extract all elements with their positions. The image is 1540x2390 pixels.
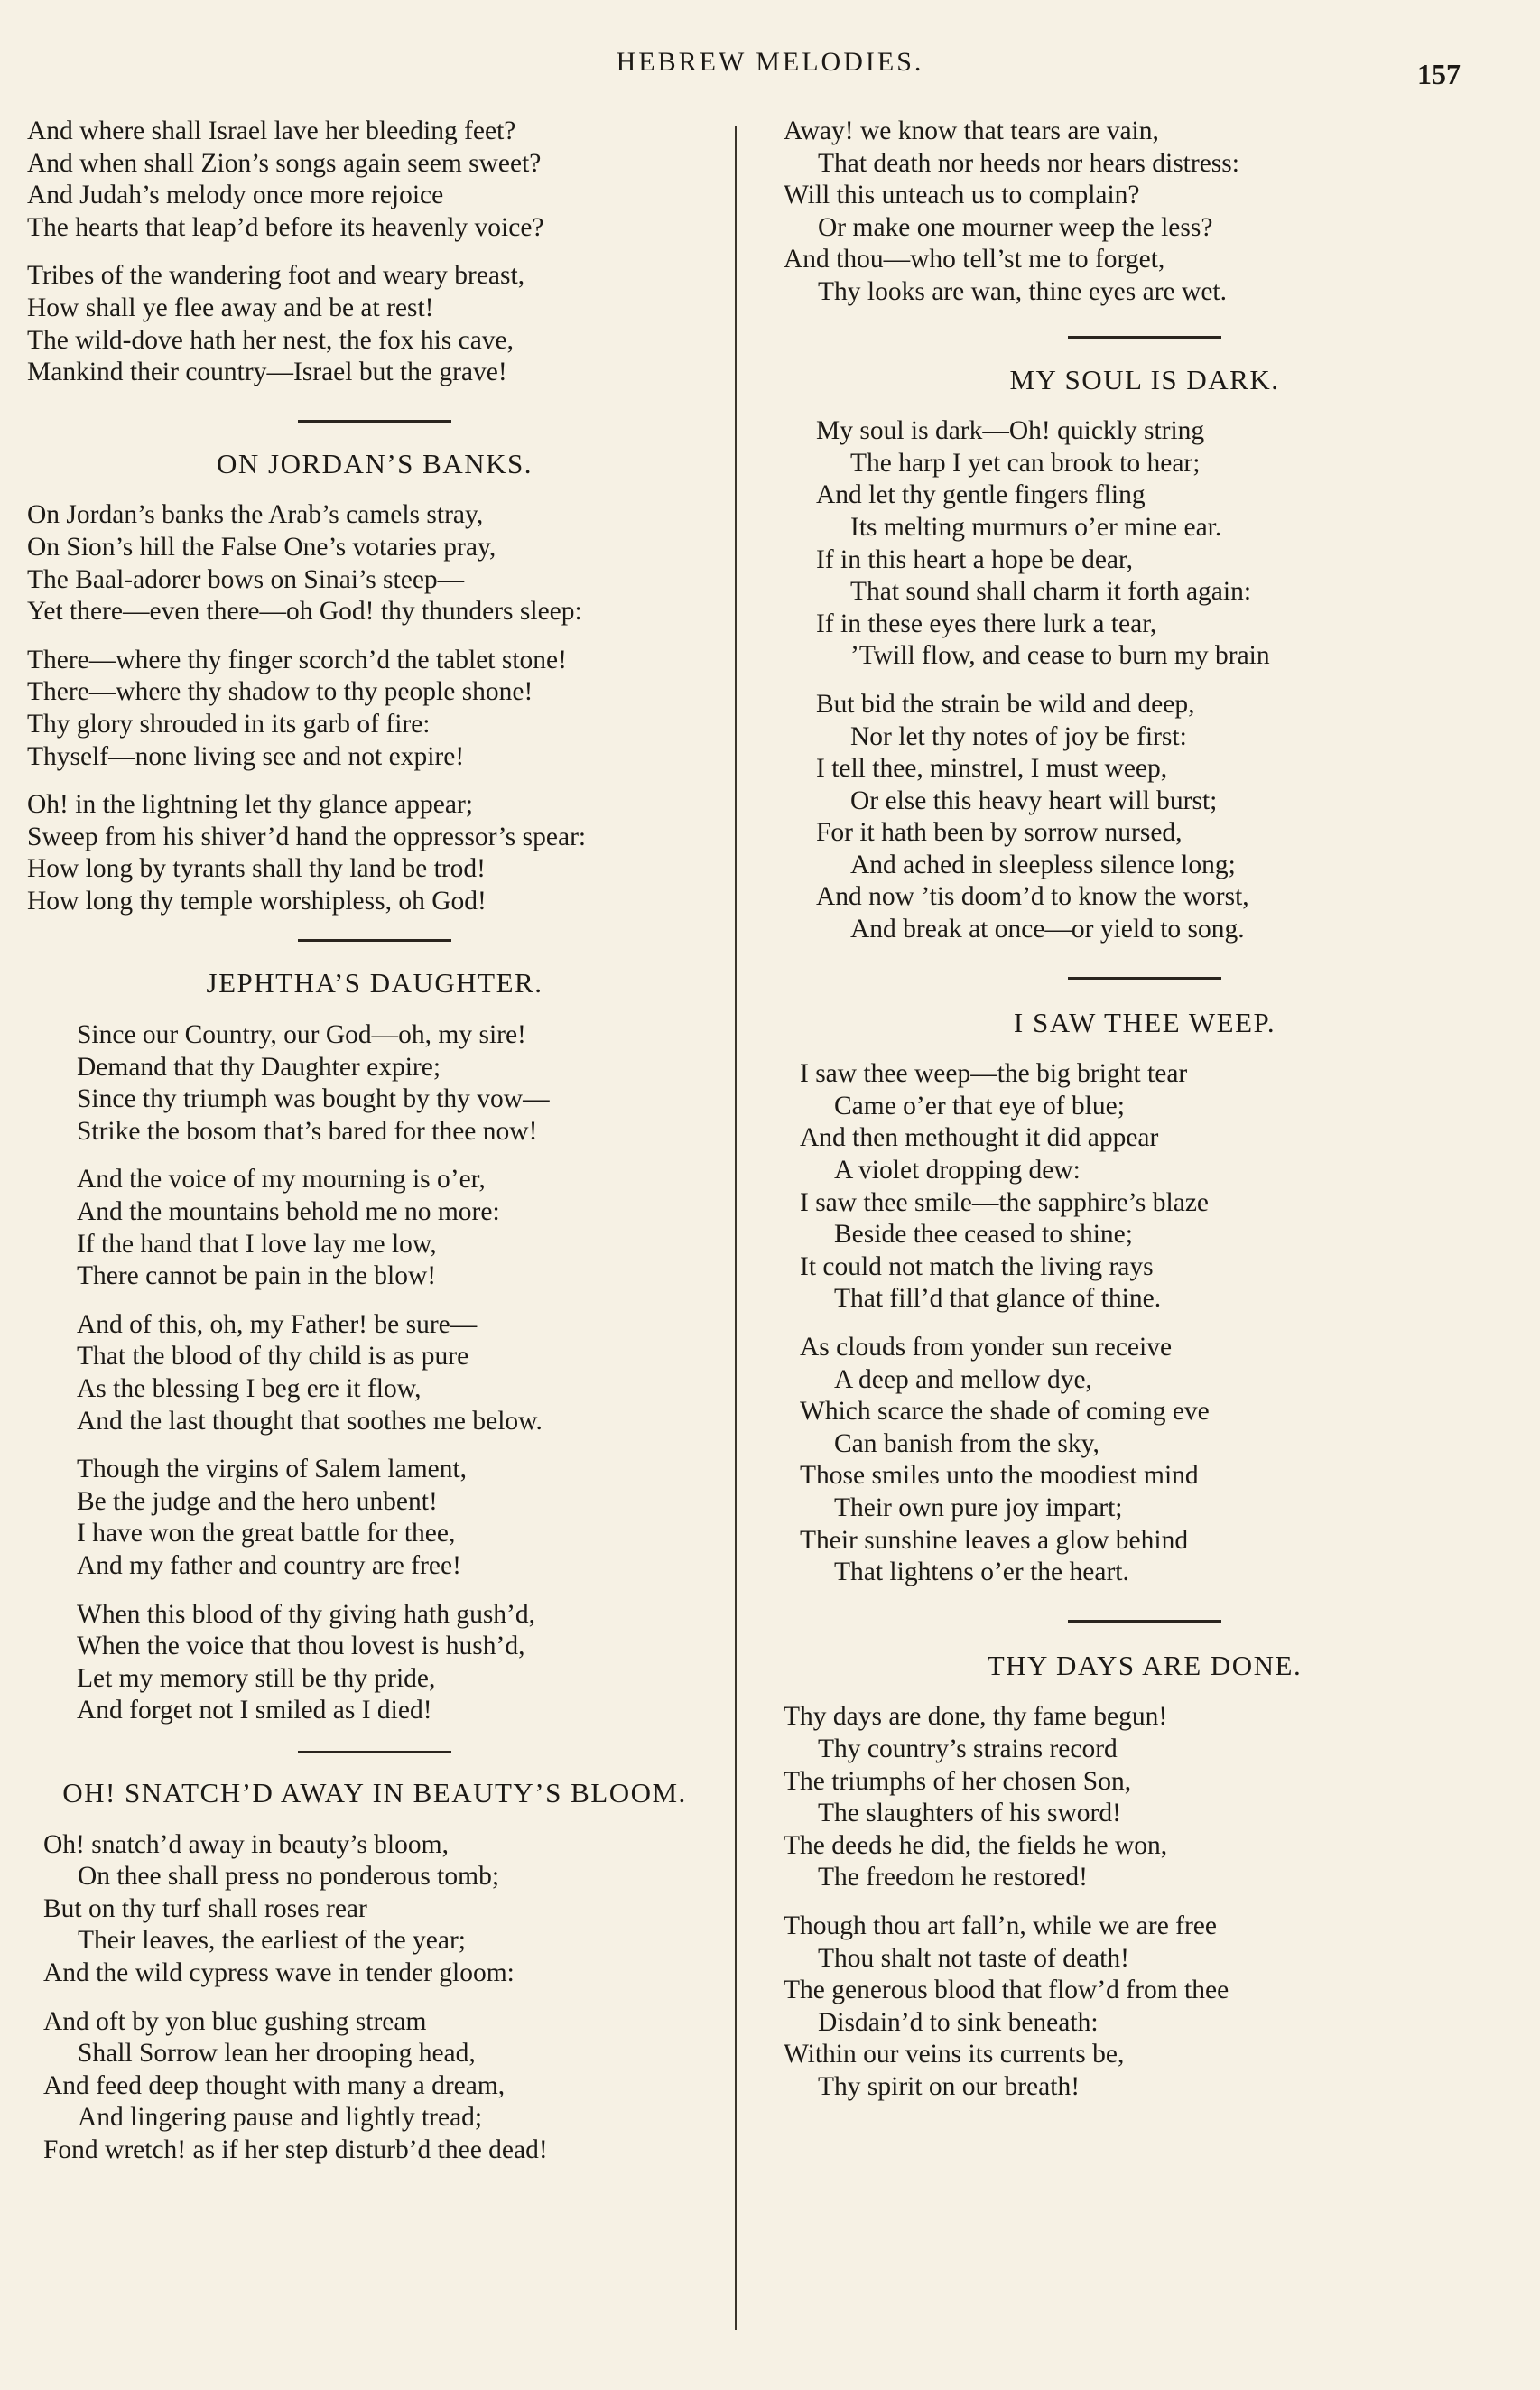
verse-line: As clouds from yonder sun receive	[800, 1333, 1173, 1362]
verse-line: If in these eyes there lurk a tear,	[816, 609, 1157, 638]
verse-line: If the hand that I love lay me low,	[77, 1229, 437, 1259]
verse-line: Thy country’s strains record	[818, 1734, 1118, 1763]
verse-line: My soul is dark—Oh! quickly string	[816, 416, 1205, 446]
poem-i-saw-thee-weep	[784, 1007, 1506, 1589]
verse-line: Tribes of the wandering foot and weary breast,	[27, 261, 525, 291]
verse-line: When the voice that thou lovest is hush’d,	[77, 1632, 525, 1661]
verse-line: When this blood of thy giving hath gush’d,	[77, 1599, 536, 1629]
stanza	[27, 1454, 722, 1582]
poem-title: ON JORDAN’S BANKS.	[217, 447, 533, 479]
verse-line: As the blessing I beg ere it flow,	[77, 1374, 422, 1403]
verse-line: Within our veins its currents be,	[784, 2040, 1125, 2069]
verse-line: Which scarce the shade of coming eve	[800, 1397, 1210, 1427]
verse-line: There cannot be pain in the blow!	[77, 1261, 437, 1291]
verse-line: I saw thee smile—the sapphire’s blaze	[800, 1187, 1210, 1217]
verse-line: And lingering pause and lightly tread;	[78, 2103, 483, 2133]
poem-oh-snatchd-away	[27, 1777, 722, 2167]
poem-title: MY SOUL IS DARK.	[1009, 363, 1280, 395]
verse-line: It could not match the living rays	[800, 1251, 1154, 1281]
running-title: HEBREW MELODIES.	[616, 47, 924, 77]
verse-line: There—where thy finger scorch’d the tablet stone!	[27, 645, 567, 674]
verse-line: Their own pure joy impart;	[834, 1493, 1123, 1522]
verse-line: A deep and mellow dye,	[834, 1364, 1092, 1394]
poem-title: I SAW THEE WEEP.	[1013, 1006, 1276, 1038]
verse-line: And then methought it did appear	[800, 1123, 1159, 1153]
stanza	[27, 1019, 722, 1148]
verse-line: Thy spirit on our breath!	[818, 2071, 1081, 2101]
verse-line: And when shall Zion’s songs again seem sweet?	[27, 148, 542, 178]
verse-line: And where shall Israel lave her bleeding feet?	[27, 116, 516, 145]
verse-line: Thou shalt not taste of death!	[818, 1943, 1129, 1973]
verse-line: And thou—who tell’st me to forget,	[784, 245, 1165, 274]
section-separator	[1068, 977, 1221, 980]
verse-line: And now ’tis doom’d to know the worst,	[816, 882, 1249, 912]
verse-line: That lightens o’er the heart.	[834, 1558, 1129, 1587]
verse-line: Demand that thy Daughter expire;	[77, 1052, 441, 1082]
verse-line: Nor let thy notes of joy be first:	[850, 721, 1187, 751]
verse-line: Mankind their country—Israel but the grave!	[27, 358, 507, 387]
verse-line: Since our Country, our God—oh, my sire!	[77, 1020, 526, 1050]
verse-line: Away! we know that tears are vain,	[784, 116, 1159, 145]
verse-line: How long thy temple worshipless, oh God!	[27, 886, 487, 916]
verse-line: That death nor heeds nor hears distress:	[818, 148, 1239, 178]
verse-line: And the mountains behold me no more:	[77, 1197, 500, 1227]
stanza	[27, 1164, 722, 1292]
poem-my-soul-is-dark	[784, 364, 1506, 946]
verse-line: And the wild cypress wave in tender gloom:	[43, 1958, 515, 1987]
section-separator	[1068, 1620, 1221, 1623]
stanza	[27, 789, 722, 917]
verse-line: The generous blood that flow’d from thee	[784, 1976, 1229, 2005]
verse-line: Since thy triumph was bought by thy vow—	[77, 1084, 550, 1114]
verse-line: And my father and country are free!	[77, 1550, 461, 1580]
verse-line: The Baal-adorer bows on Sinai’s steep—	[27, 564, 465, 594]
verse-line: On thee shall press no ponderous tomb;	[78, 1862, 500, 1892]
stanza	[784, 689, 1506, 946]
verse-line: Fond wretch! as if her step disturb’d thee dead!	[43, 2134, 548, 2164]
verse-line: And forget not I smiled as I died!	[77, 1696, 432, 1725]
verse-line: I saw thee weep—the big bright tear	[800, 1059, 1188, 1089]
stanza	[27, 1599, 722, 1727]
verse-line: That the blood of thy child is as pure	[77, 1342, 469, 1372]
poem-title: THY DAYS ARE DONE.	[987, 1649, 1303, 1681]
verse-line: Thy days are done, thy fame begun!	[784, 1702, 1168, 1732]
verse-line: And break at once—or yield to song.	[850, 915, 1245, 944]
poem-jephthas-daughter	[27, 967, 722, 1726]
verse-line: How long by tyrants shall thy land be trod!	[27, 854, 486, 884]
verse-line: Though the virgins of Salem lament,	[77, 1455, 468, 1484]
verse-line: If in this heart a hope be dear,	[816, 544, 1134, 574]
verse-line: Thyself—none living see and not expire!	[27, 741, 465, 771]
stanza	[27, 1309, 722, 1437]
verse-line: Sweep from his shiver’d hand the oppressor’s spear:	[27, 822, 587, 851]
verse-line: The wild-dove hath her nest, the fox his cave,	[27, 325, 515, 355]
poem-thy-days-are-done	[784, 1650, 1506, 2104]
left-column	[27, 116, 722, 2182]
verse-line: The harp I yet can brook to hear;	[850, 448, 1201, 478]
verse-line: Those smiles unto the moodiest mind	[800, 1461, 1199, 1491]
verse-line: The deeds he did, the fields he won,	[784, 1830, 1168, 1860]
poem-title: OH! SNATCH’D AWAY IN BEAUTY’S BLOOM.	[62, 1776, 687, 1809]
verse-line: And feed deep thought with many a dream,	[43, 2070, 506, 2100]
verse-line: And of this, oh, my Father! be sure—	[77, 1309, 478, 1339]
verse-line: Can banish from the sky,	[834, 1428, 1099, 1458]
verse-line: Came o’er that eye of blue;	[834, 1091, 1125, 1121]
page-number: 157	[1417, 58, 1461, 90]
column-divider	[735, 126, 737, 2330]
stanza	[27, 2006, 722, 2167]
verse-line: That fill’d that glance of thine.	[834, 1284, 1162, 1314]
verse-line: The triumphs of her chosen Son,	[784, 1766, 1132, 1796]
section-separator	[298, 1751, 451, 1753]
verse-line: The freedom he restored!	[818, 1863, 1088, 1892]
section-separator	[298, 939, 451, 942]
verse-line: There—where thy shadow to thy people shone!	[27, 677, 533, 707]
verse-line: The slaughters of his sword!	[818, 1799, 1121, 1828]
verse-line: Beside thee ceased to shine;	[834, 1220, 1133, 1250]
verse-line: Shall Sorrow lean her drooping head,	[78, 2039, 476, 2069]
stanza	[784, 1058, 1506, 1316]
verse-line: I tell thee, minstrel, I must weep,	[816, 754, 1168, 784]
verse-line: Strike the bosom that’s bared for thee now!	[77, 1116, 538, 1146]
stanza	[27, 116, 722, 244]
verse-line: For it hath been by sorrow nursed,	[816, 818, 1183, 848]
stanza	[27, 499, 722, 628]
verse-line: Their leaves, the earliest of the year;	[78, 1926, 466, 1956]
verse-line: Yet there—even there—oh God! thy thunders sleep:	[27, 597, 582, 627]
verse-line: Their sunshine leaves a glow behind	[800, 1525, 1189, 1555]
verse-line: And oft by yon blue gushing stream	[43, 2006, 427, 2036]
verse-line: Oh! in the lightning let thy glance appear;	[27, 790, 473, 820]
verse-line: And let thy gentle fingers fling	[816, 480, 1146, 510]
verse-line: Let my memory still be thy pride,	[77, 1663, 436, 1693]
verse-line: Will this unteach us to complain?	[784, 181, 1140, 210]
verse-line: And Judah’s melody once more rejoice	[27, 181, 444, 210]
stanza	[784, 1332, 1506, 1589]
stanza	[784, 1701, 1506, 1894]
verse-line: On Sion’s hill the False One’s votaries pray,	[27, 532, 496, 562]
verse-line: And the voice of my mourning is o’er,	[77, 1165, 486, 1195]
stanza	[27, 1829, 722, 1990]
poem-continuation-right	[784, 116, 1506, 309]
verse-line: Be the judge and the hero unbent!	[77, 1486, 438, 1516]
verse-line: Or else this heavy heart will burst;	[850, 786, 1218, 815]
verse-line: But on thy turf shall roses rear	[43, 1893, 367, 1923]
poem-continuation-left	[27, 116, 722, 389]
verse-line: Its melting murmurs o’er mine ear.	[850, 512, 1222, 542]
stanza	[27, 260, 722, 388]
verse-line: Thy looks are wan, thine eyes are wet.	[818, 276, 1227, 306]
verse-line: And the last thought that soothes me below.	[77, 1406, 543, 1436]
verse-line: I have won the great battle for thee,	[77, 1519, 456, 1548]
verse-line: On Jordan’s banks the Arab’s camels stray,	[27, 500, 484, 530]
verse-line: Oh! snatch’d away in beauty’s bloom,	[43, 1829, 449, 1859]
right-column	[784, 116, 1506, 2119]
verse-line: But bid the strain be wild and deep,	[816, 689, 1195, 719]
verse-line: And ached in sleepless silence long;	[850, 850, 1236, 879]
stanza	[784, 116, 1506, 309]
verse-line: ’Twill flow, and cease to burn my brain	[850, 641, 1270, 671]
verse-line: A violet dropping dew:	[834, 1156, 1081, 1186]
poem-title: JEPHTHA’S DAUGHTER.	[206, 967, 543, 1000]
verse-line: Disdain’d to sink beneath:	[818, 2007, 1099, 2037]
verse-line: The hearts that leap’d before its heavenly voice?	[27, 212, 544, 242]
stanza	[784, 1911, 1506, 2104]
poem-on-jordans-banks	[27, 448, 722, 918]
verse-line: That sound shall charm it forth again:	[850, 577, 1252, 607]
section-separator	[1068, 336, 1221, 339]
section-separator	[298, 420, 451, 423]
stanza	[784, 415, 1506, 673]
verse-line: Thy glory shrouded in its garb of fire:	[27, 709, 431, 739]
verse-line: How shall ye flee away and be at rest!	[27, 293, 434, 322]
verse-line: Though thou art fall’n, while we are free	[784, 1911, 1217, 1940]
verse-line: Or make one mourner weep the less?	[818, 212, 1213, 242]
stanza	[27, 645, 722, 773]
